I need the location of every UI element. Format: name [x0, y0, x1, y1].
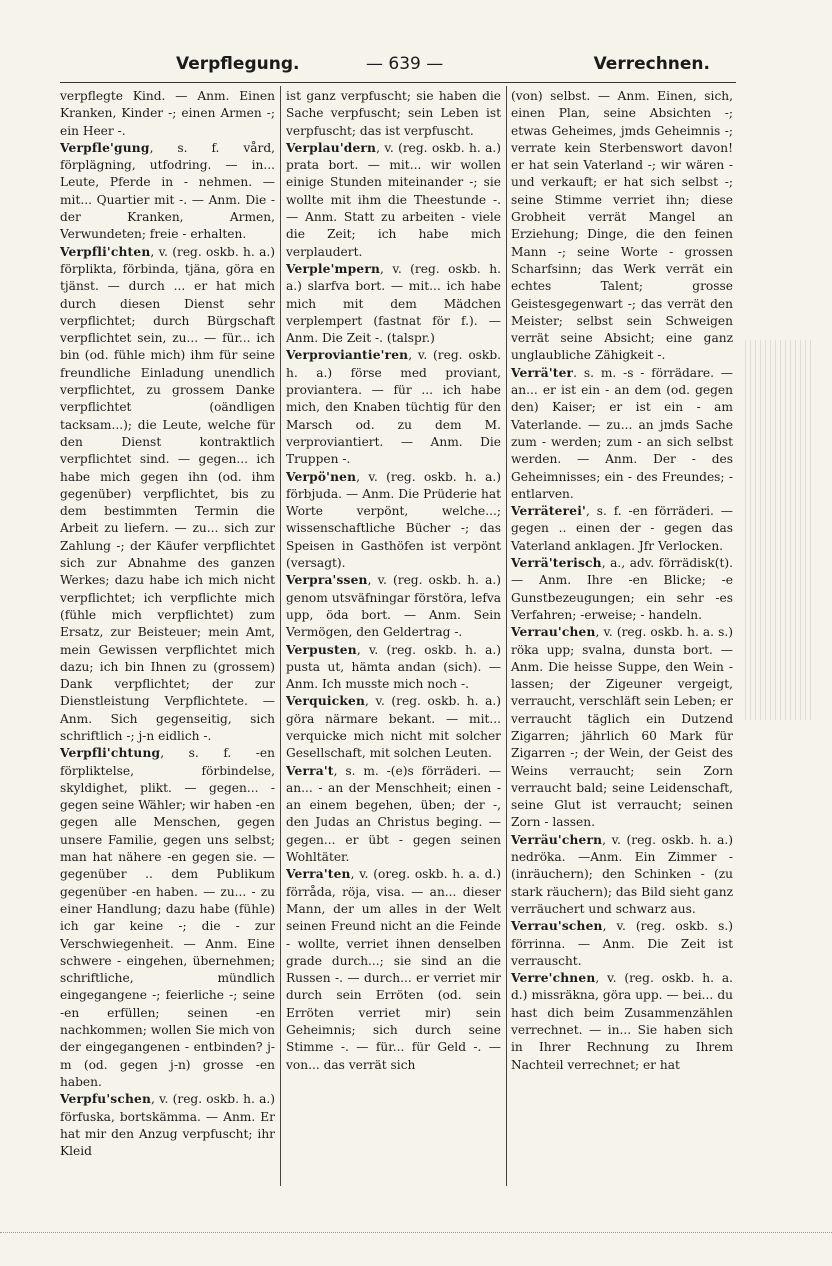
entry: Verpfli'chten, v. (reg. oskb. h. a.) förplikta, förbinda, tjäna, göra en tjänst. — durch ... er hat mich durch diesen Dienst sehr verpflichtet; durch Bürgschaft verpflichtet sein, zu... — für... ich bin (od. fühle mich) ihm für seine freundliche Einladung unendlich verpflichtet, zu grossem Danke verpflichtet (oändligen tacksam...); die Leute, welche für den Dienst kontraktlich verpflichtet sind. — gegen... ich habe mich gegen ihn (od. ihm gegenüber) verpflichtet, bis zu dem bestimmten Termin die Arbeit zu liefern. — zu... sich zur Zahlung -; der Käufer verpflichtet sich zur Abnahme des ganzen Werkes; dazu habe ich mich nicht verpflichtet; ich verpflichte mich (fühle mich verpflichtet) zum Ersatz, zur Beisteuer; mein Amt, mein Gewissen verpflichtet mich dazu; ich bin Ihnen zu (grossem) Dank verpflichtet; der zur Dienstleistung Verpflichtete. — Anm. Sich gegenseitig, sich schriftlich -; j-n eidlich -.: [60, 244, 275, 743]
entry: Verple'mpern, v. (reg. oskb. h. a.) slarfva bort. — mit... ich habe mich mit dem Mädchen verplempert (fastnat för f.). — Anm. Die Zeit -. (talspr.): [286, 261, 501, 346]
entry: Verra't, s. m. -(e)s förräderi. — an... - an der Menschheit; einen - an einem begehen, üben; der -, den Judas an Christus beging. — gegen... er übt - gegen seinen Wohltäter.: [286, 763, 501, 865]
entry-headword: Verpfli'chtung: [60, 746, 161, 761]
entry-headword: Verproviantie'ren: [286, 348, 409, 363]
column-divider: [506, 86, 507, 1186]
page-edge-shadow: [745, 340, 815, 720]
column-divider: [280, 86, 281, 1186]
entry-headword: Verpfle'gung: [60, 140, 150, 155]
entry-headword: Verrau'chen: [511, 625, 596, 640]
entry-headword: Verpö'nen: [286, 469, 357, 484]
entry-headword: Verräu'chern: [511, 832, 603, 847]
header-rule: [60, 82, 736, 83]
entry: verpflegte Kind. — Anm. Einen Kranken, Kinder -; einen Armen -; ein Heer -.: [60, 89, 275, 138]
entry-headword: Verpfli'chten: [60, 244, 151, 259]
header-right-word: Verrechnen.: [593, 54, 710, 74]
entry: Verquicken, v. (reg. oskb. h. a.) göra närmare bekant. — mit... verquicke mich nicht mit solcher Gesellschaft, mit solchen Leuten.: [286, 694, 501, 761]
entry: (von) selbst. — Anm. Einen, sich, einen Plan, seine Absichten -; etwas Geheimes, jmds Geheimnis -; verrate kein Sterbenswort davon! er hat sein Vaterland -; wir wären - und verkauft; er hat sich selbst -; seine Stimme verriet ihn; diese Grobheit verrät Mangel an Erziehung; Dinge, die den feinen Mann -; seine Worte - grossen Scharfsinn; das Werk verrät ein echtes Talent; grosse Geistesgegenwart -; das verrät den Meister; selbst sein Schweigen verrät seine Absicht; eine ganz unglaubliche Zähigkeit -.: [511, 89, 733, 363]
entry: Verpö'nen, v. (reg. oskb. h. a.) förbjuda. — Anm. Die Prüderie hat Worte verpönt, welche...; wissenschaftliche Bücher -; das Speisen in Gasthöfen ist verpönt (versagt).: [286, 469, 501, 571]
entry-headword: Verrä'terisch: [511, 556, 602, 571]
entry: Verpfu'schen, v. (reg. oskb. h. a.) förfuska, bortskämma. — Anm. Er hat mir den Anzug verpfuscht; ihr Kleid: [60, 1092, 275, 1159]
entry-headword: Verpra'ssen: [286, 573, 368, 588]
entry-headword: Verräterei': [511, 504, 586, 519]
entry-headword: Verple'mpern: [286, 261, 381, 276]
page-number: — 639 —: [366, 54, 444, 74]
entry-headword: Verre'chnen: [511, 971, 596, 986]
entry: Verrau'chen, v. (reg. oskb. h. a. s.) röka upp; svalna, dunsta bort. — Anm. Die heisse Suppe, den Wein - lassen; der Zigeuner vergeigt, verraucht, verschläft sein Leben; er verraucht täglich ein Dutzend Zigarren; jährlich 60 Mark für Zigarren -; der Wein, der Geist des Weins verraucht; sein Zorn verraucht bald; seine Leidenschaft, seine Glut ist verraucht; seinen Zorn - lassen.: [511, 625, 733, 830]
entry-headword: Verra'ten: [286, 867, 351, 882]
entry: Verre'chnen, v. (reg. oskb. h. a. d.) missräkna, göra upp. — bei... du hast dich beim Zusammenzählen verrechnet. — in... Sie haben sich in Ihrer Rechnung zu Ihrem Nachteil verrechnet; er hat: [511, 971, 733, 1072]
entry: Verpusten, v. (reg. oskb. h. a.) pusta ut, hämta andan (sich). — Anm. Ich musste mich noch -.: [286, 642, 501, 692]
entry-headword: Verplau'dern: [286, 140, 377, 155]
bottom-dotted-line: [0, 1232, 832, 1233]
header-left-word: Verpflegung.: [176, 54, 300, 74]
entry: Verrä'ter. s. m. -s - förrädare. — an... er ist ein - an dem (od. gegen den) Kaiser; er ist ein - am Vaterlande. — zu... an jmds Sache zum - werden; zum - an sich selbst werden. — Anm. Der - des Geheimnisses; ein - des Freundes; - entlarven.: [511, 365, 733, 501]
entry-headword: Verra't: [286, 763, 334, 778]
entry-headword: Verrä'ter: [511, 365, 574, 380]
entry: Verrau'schen, v. (reg. oskb. s.) förrinna. — Anm. Die Zeit ist verrauscht.: [511, 919, 733, 968]
entry: Verräterei', s. f. -en förräderi. — gegen .. einen der - gegen das Vaterland anklagen. Jfr Verlocken.: [511, 504, 733, 553]
entry: Verplau'dern, v. (reg. oskb. h. a.) prata bort. — mit... wir wollen einige Stunden miteinander -; sie wollte mit ihm die Theestunde -. — Anm. Statt zu arbeiten - viele die Zeit; ich habe mich verplaudert.: [286, 140, 501, 259]
entry: ist ganz verpfuscht; sie haben die Sache verpfuscht; sein Leben ist verpfuscht; das ist verpfuscht.: [286, 89, 501, 138]
column-middle: [286, 88, 501, 1074]
entry-headword: Verpfu'schen: [60, 1092, 152, 1107]
page-header: [170, 48, 730, 78]
entry-headword: Verrau'schen: [511, 919, 603, 934]
column-left: [60, 88, 275, 1160]
entry: Verrä'terisch, a., adv. förrädisk(t). — Anm. Ihre -en Blicke; -e Gunstbezeugungen; ein sehr -es Verfahren; -erweise; - handeln.: [511, 556, 733, 622]
entry: Verpfle'gung, s. f. vård, förplägning, utfodring. — in... Leute, Pferde in - nehmen. — mit... Quartier mit -. — Anm. Die - der Kranken, Armen, Verwundeten; freie - erhalten.: [60, 140, 275, 242]
entry: Verproviantie'ren, v. (reg. oskb. h. a.) förse med proviant, proviantera. — für ... ich habe mich, den Knaben tüchtig für den Marsch od. zu dem M. verproviantiert. — Anm. Die Truppen -.: [286, 348, 501, 467]
entry: Verräu'chern, v. (reg. oskb. h. a.) nedröka. —Anm. Ein Zimmer - (inräuchern); den Schinken - (zu stark räuchern); das Bild sieht ganz verräuchert und schwarz aus.: [511, 832, 733, 916]
entry: Verpfli'chtung, s. f. -en förpliktelse, förbindelse, skyldighet, plikt. — gegen... - gegen seine Wähler; wir haben -en gegen alle Menschen, gegen unsere Familie, gegen uns selbst; man hat nähere -en gegen sie. — gegenüber .. dem Publikum gegenüber -en haben. — zu... - zu einer Handlung; dazu habe (fühle) ich gar keine -; die - zur Verschwiegenheit. — Anm. Eine schwere - eingehen, übernehmen; schriftliche, mündlich eingegangene -; feierliche -; seine -en erfüllen; seinen -en nachkommen; wollen Sie mich von der eingegangenen - entbinden? j-m (od. gegen j-n) grosse -en haben.: [60, 746, 275, 1089]
entry: Verra'ten, v. (oreg. oskb. h. a. d.) förråda, röja, visa. — an... dieser Mann, der um alles in der Welt seinen Freund nicht an die Feinde - wollte, verriet ihnen denselben grade durch...; sie sind an die Russen -. — durch... er verriet mir durch sein Erröten (od. sein Erröten verriet mir) sein Geheimnis; sich durch seine Stimme -. — für... für Geld -. — von... das verrät sich: [286, 867, 501, 1072]
entry-headword: Verpusten: [286, 642, 357, 657]
entry: Verpra'ssen, v. (reg. oskb. h. a.) genom utsväfningar förstöra, lefva upp, öda bort. — Anm. Sein Vermögen, den Geldertrag -.: [286, 573, 501, 640]
entry-headword: Verquicken: [286, 694, 366, 709]
column-right: [511, 88, 733, 1074]
